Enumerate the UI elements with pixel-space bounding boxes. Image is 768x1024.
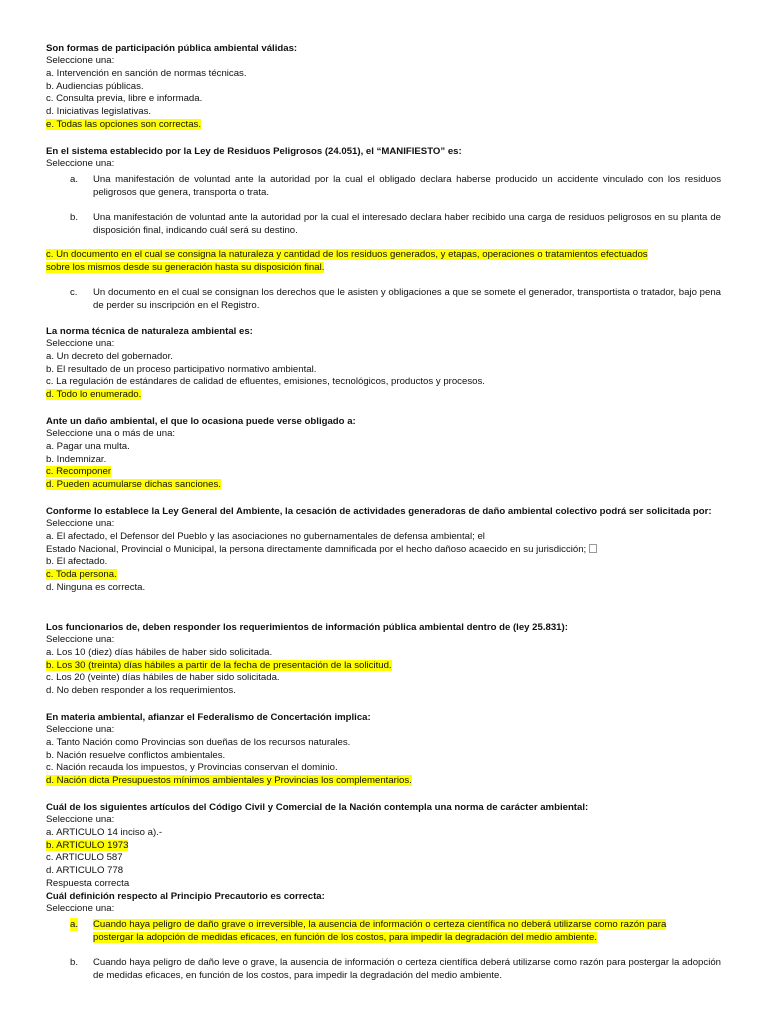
- question-4-title: Ante un daño ambiental, el que lo ocasiona puede verse obligado a:: [46, 416, 356, 427]
- question-5: [46, 505, 721, 595]
- question-7-option-d-correct: d. Nación dicta Presupuestos mínimos ambientales y Provincias los complementarios.: [46, 775, 412, 787]
- option-text: Una manifestación de voluntad ante la autoridad por la cual el interesado declara haber recibido una carga de residuos peligrosos en su planta de disposición final, indicando cuál será su destino.: [93, 211, 721, 236]
- question-8-option-c: c. ARTICULO 587: [46, 852, 123, 864]
- option-marker: b.: [70, 956, 79, 968]
- option-text-line-1: Cuando haya peligro de daño grave o irreversible, la ausencia de información o certeza científica no deberá utilizarse como razón para: [93, 918, 667, 930]
- option-marker: b.: [70, 211, 79, 223]
- question-9-prompt: Seleccione una:: [46, 903, 115, 914]
- question-8: [46, 801, 721, 891]
- question-2-option-b: [46, 211, 721, 237]
- question-8-prompt: Seleccione una:: [46, 814, 115, 825]
- question-9-option-a-correct: [46, 918, 721, 944]
- question-6-prompt: Seleccione una:: [46, 634, 115, 645]
- question-3-option-d-correct: d. Todo lo enumerado.: [46, 389, 142, 401]
- question-3-option-c: c. La regulación de estándares de calidad de efluentes, emisiones, tecnológicos, productos y procesos.: [46, 376, 485, 388]
- question-5-option-c-correct: c. Toda persona.: [46, 569, 117, 581]
- question-5-title: Conforme lo establece la Ley General del Ambiente, la cesación de actividades generadoras de daño ambiental colectivo podrá ser solicitada por:: [46, 506, 712, 517]
- question-9-option-b: [46, 956, 721, 982]
- question-3-option-b: b. El resultado de un proceso participativo normativo ambiental.: [46, 363, 317, 375]
- option-marker: a.: [70, 918, 79, 930]
- question-8-option-b-correct: b. ARTICULO 1973: [46, 839, 129, 851]
- question-2-option-c: [46, 286, 721, 312]
- question-7-prompt: Seleccione una:: [46, 724, 115, 735]
- option-text: Un documento en el cual se consignan los derechos que le asisten y obligaciones a que se somete el generador, transportista o tratador, bajo pena de perder su inscripción en el Registro.: [93, 287, 721, 312]
- question-4-option-a: a. Pagar una multa.: [46, 440, 130, 452]
- question-5-prompt: Seleccione una:: [46, 518, 115, 529]
- question-6-title: Los funcionarios de, deben responder los requerimientos de información pública ambiental dentro de (ley 25.831):: [46, 622, 568, 633]
- question-8-option-a: a. ARTICULO 14 inciso a).-: [46, 826, 163, 838]
- question-1-option-b: b. Audiencias públicas.: [46, 80, 144, 92]
- question-7-title: En materia ambiental, afianzar el Federalismo de Concertación implica:: [46, 712, 371, 723]
- option-text: Una manifestación de voluntad ante la autoridad por la cual el obligado declara haberse producido un accidente vinculado con los residuos peligrosos que genera, transporta o trata.: [93, 173, 721, 198]
- question-4-option-c-correct: c. Recomponer: [46, 466, 112, 478]
- option-marker: a.: [70, 173, 79, 185]
- question-1-prompt: Seleccione una:: [46, 55, 115, 66]
- question-7: [46, 711, 721, 788]
- question-7-option-a: a. Tanto Nación como Provincias son dueñas de los recursos naturales.: [46, 736, 351, 748]
- correct-answer-line-1: c. Un documento en el cual se consigna la naturaleza y cantidad de los residuos generados, y etapas, operaciones o tratamientos efectuados: [46, 248, 648, 260]
- question-2: [46, 145, 721, 312]
- question-4-option-d-correct: d. Pueden acumularse dichas sanciones.: [46, 479, 221, 491]
- question-4: [46, 415, 721, 492]
- question-6-option-a: a. Los 10 (diez) días hábiles de haber sido solicitada.: [46, 646, 273, 658]
- question-9-title: Cuál definición respecto al Principio Precautorio es correcta:: [46, 891, 325, 902]
- question-7-option-c: c. Nación recauda los impuestos, y Provincias conservan el dominio.: [46, 762, 338, 774]
- question-6-option-b-correct: b. Los 30 (treinta) días hábiles a partir de la fecha de presentación de la solicitud.: [46, 659, 392, 671]
- question-1-option-a: a. Intervención en sanción de normas técnicas.: [46, 67, 247, 79]
- question-1: [46, 42, 721, 132]
- question-2-title: En el sistema establecido por la Ley de Residuos Peligrosos (24.051), el “MANIFIESTO” es:: [46, 146, 462, 157]
- question-3-prompt: Seleccione una:: [46, 338, 115, 349]
- question-1-title: Son formas de participación pública ambiental válidas:: [46, 43, 298, 54]
- question-6-option-c: c. Los 20 (veinte) días hábiles de haber sido solicitada.: [46, 672, 280, 684]
- question-1-option-c: c. Consulta previa, libre e informada.: [46, 93, 203, 105]
- option-text: Cuando haya peligro de daño leve o grave, la ausencia de información o certeza científica deberá utilizarse como razón para postergar la adopción de medidas eficaces, en función de los costos, para impedir la degradación del medio ambiente.: [93, 956, 721, 981]
- question-4-prompt: Seleccione una o más de una:: [46, 428, 176, 439]
- question-5-option-a-continued: [46, 544, 721, 557]
- correct-answer-line-2: sobre los mismos desde su generación hasta su disposición final.: [46, 261, 325, 273]
- question-5-option-a: a. El afectado, el Defensor del Pueblo y las asociaciones no gubernamentales de defensa ambiental; el: [46, 530, 485, 542]
- question-1-option-e-correct: e. Todas las opciones son correctas.: [46, 118, 202, 130]
- question-6-option-d: d. No deben responder a los requerimientos.: [46, 685, 236, 697]
- question-9: [46, 890, 721, 982]
- question-8-feedback: Respuesta correcta: [46, 877, 130, 889]
- question-8-option-d: d. ARTICULO 778: [46, 865, 124, 877]
- question-2-option-a: [46, 173, 721, 199]
- question-1-option-d: d. Iniciativas legislativas.: [46, 106, 152, 118]
- question-5-option-d: d. Ninguna es correcta.: [46, 581, 146, 593]
- question-7-option-b: b. Nación resuelve conflictos ambientales.: [46, 749, 226, 761]
- question-3-option-a: a. Un decreto del gobernador.: [46, 350, 173, 362]
- question-2-prompt: Seleccione una:: [46, 158, 115, 169]
- question-5-option-b: b. El afectado.: [46, 556, 108, 568]
- option-marker: c.: [70, 287, 78, 299]
- checkbox-glyph-icon: [589, 544, 597, 553]
- question-6: [46, 621, 721, 698]
- question-3: [46, 325, 721, 402]
- question-2-correct-answer: [46, 249, 721, 275]
- option-a-continuation-text: Estado Nacional, Provincial o Municipal, la persona directamente damnificada por el hecho dañoso acaecido en su jurisdicción;: [46, 543, 587, 555]
- question-3-title: La norma técnica de naturaleza ambiental es:: [46, 326, 253, 337]
- option-text-line-2: postergar la adopción de medidas eficaces, en función de los costos, para impedir la degradación del medio ambiente.: [93, 931, 597, 943]
- question-8-title: Cuál de los siguientes artículos del Código Civil y Comercial de la Nación contempla una norma de carácter ambiental:: [46, 802, 589, 813]
- question-4-option-b: b. Indemnizar.: [46, 453, 107, 465]
